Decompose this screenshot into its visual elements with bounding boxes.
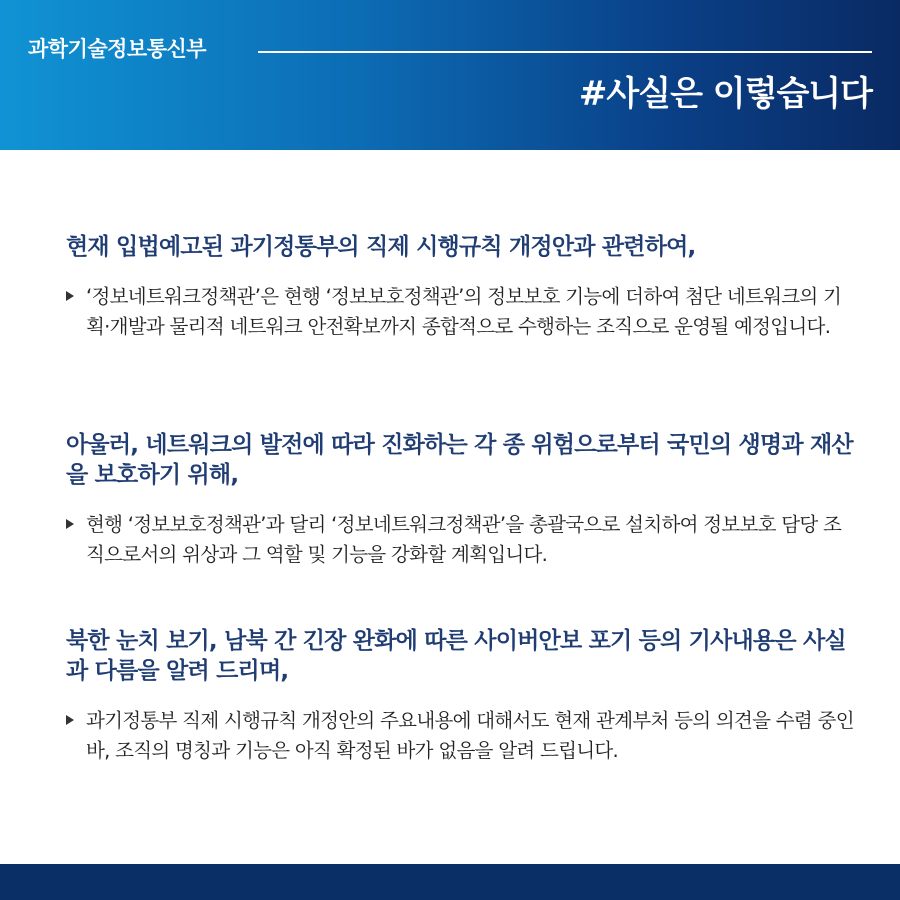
section-heading: 북한 눈치 보기, 남북 간 긴장 완화에 따른 사이버안보 포기 등의 기사내용은 사실과 다름을 알려 드리며,: [66, 628, 846, 684]
bullet-text: 과기정통부 직제 시행규칙 개정안의 주요내용에 대해서도 현재 관계부처 등의 의견을 수렴 중인 바, 조직의 명칭과 기능은 아직 확정된 바가 없음을 알려 드립니다.: [86, 709, 854, 762]
bullet-item: [66, 282, 856, 342]
header-banner: [0, 0, 900, 150]
section-heading: 아울러, 네트워크의 발전에 따라 진화하는 각 종 위험으로부터 국민의 생명과 재산을 보호하기 위해,: [66, 432, 853, 488]
triangle-bullet-icon: [66, 291, 74, 301]
bullet-item: [66, 510, 856, 570]
bullet-text: 현행 ‘정보보호정책관’과 달리 ‘정보네트워크정책관’을 총괄국으로 설치하여 정보보호 담당 조직으로서의 위상과 그 역할 및 기능을 강화할 계획입니다.: [86, 513, 842, 566]
fact-check-tagline: #사실은 이렇습니다: [578, 74, 872, 114]
header-divider: [258, 51, 872, 53]
section-2: [66, 430, 856, 570]
triangle-bullet-icon: [66, 715, 74, 725]
ministry-name: 과학기술정보통신부: [28, 37, 207, 61]
section-1: [66, 232, 856, 342]
bullet-text: ‘정보네트워크정책관’은 현행 ‘정보보호정책관’의 정보보호 기능에 더하여 첨단 네트워크의 기획·개발과 물리적 네트워크 안전확보까지 종합적으로 수행하는 조직으로 운영될 예정입니다.: [86, 285, 842, 338]
section-3: [66, 626, 856, 766]
bullet-item: [66, 706, 856, 766]
triangle-bullet-icon: [66, 519, 74, 529]
section-heading: 현재 입법예고된 과기정통부의 직제 시행규칙 개정안과 관련하여,: [66, 234, 696, 260]
footer-bar: [0, 864, 900, 900]
